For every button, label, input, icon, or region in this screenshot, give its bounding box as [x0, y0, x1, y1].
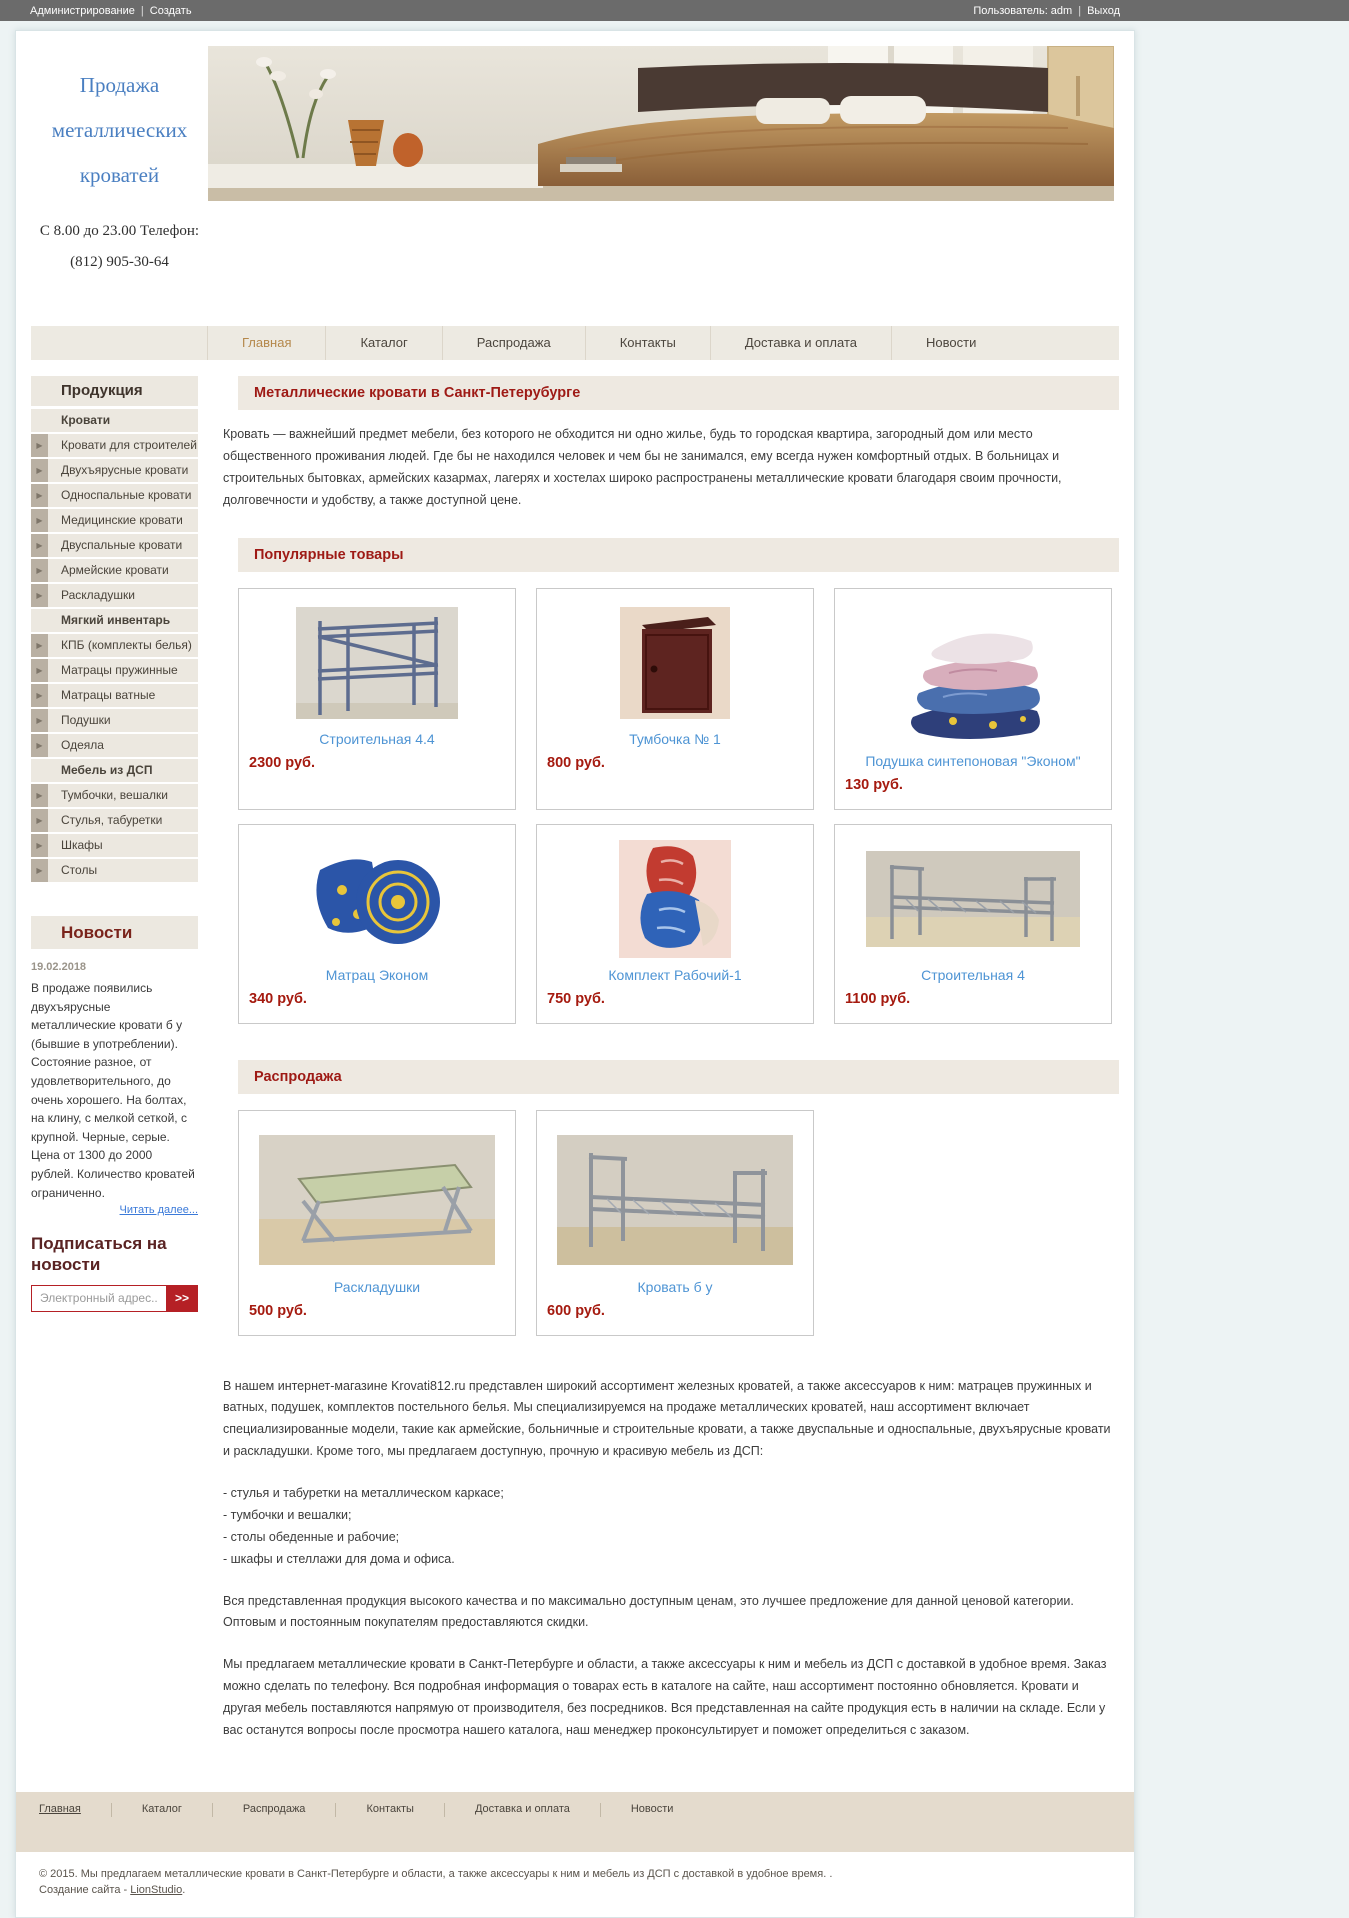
product-card-tumbochka-1 — [536, 588, 814, 810]
admin-separator: | — [1078, 4, 1082, 17]
product-card-krovat-bu — [536, 1110, 814, 1336]
bottom-paragraph-1: В нашем интернет-магазине Krovati812.ru представлен широкий ассортимент железных кроватей, а также аксессуаров к ним: матрацев пружинных и ватных, подушек, комплектов постельного белья. Мы специализируемся на продаже металлических кроватей, наш ассортимент включает специализированные модели, такие как армейские, больничные и строительные кровати, а также двуспальные и односпальные, двухъярусные кровати и раскладушки. Кроме того, мы предлагаем доступную, прочную и красивую мебель из ДСП: — [223, 1378, 1111, 1459]
news-date: 19.02.2018 — [31, 961, 87, 973]
menu-item-cots[interactable]: ▶ Раскладушки — [31, 584, 198, 607]
product-image-bunk-bed[interactable] — [239, 599, 515, 727]
arrow-right-icon: ▶ — [31, 634, 48, 657]
arrow-right-icon: ▶ — [31, 459, 48, 482]
credit-prefix: Создание сайта - — [39, 1884, 131, 1897]
nav-spacer — [31, 326, 207, 360]
popular-products-grid — [238, 588, 1119, 1038]
product-title-link[interactable]: Подушка синтепоновая "Эконом" — [865, 752, 1081, 769]
menu-item-wardrobes[interactable]: ▶ Шкафы — [31, 834, 198, 857]
arrow-right-icon: ▶ — [31, 734, 48, 757]
product-image-pillows[interactable] — [835, 599, 1111, 749]
product-image-metal-bed[interactable] — [835, 835, 1111, 963]
sale-products-grid — [238, 1110, 1119, 1350]
popular-products-heading: Популярные товары — [238, 538, 1119, 572]
footer-divider — [444, 1803, 445, 1817]
product-image-bedding-set[interactable] — [537, 835, 813, 963]
menu-item-medical-beds[interactable]: ▶ Медицинские кровати — [31, 509, 198, 532]
menu-item-bunk-beds[interactable]: ▶ Двухъярусные кровати — [31, 459, 198, 482]
footer-divider — [212, 1803, 213, 1817]
nav-item-news[interactable]: Новости — [891, 326, 1010, 360]
admin-link-create[interactable]: Создать — [149, 4, 192, 17]
main-navigation — [31, 326, 1119, 360]
copyright — [39, 1866, 1119, 1899]
bottom-paragraph-2: Вся представленная продукция высокого качества и по максимально доступным ценам, это лучшее предложение для данной ценовой категории. Оптовым и постоянным покупателям предоставляются скидки. — [223, 1593, 1074, 1630]
subscribe-submit-button[interactable]: >> — [166, 1285, 198, 1312]
product-image-nightstand[interactable] — [537, 599, 813, 727]
product-card-stroitelnaya-4 — [834, 824, 1112, 1024]
nav-item-delivery[interactable]: Доставка и оплата — [710, 326, 891, 360]
arrow-right-icon: ▶ — [31, 534, 48, 557]
product-image-folding-cot[interactable] — [239, 1125, 515, 1275]
product-title-link[interactable]: Кровать б у — [637, 1278, 713, 1295]
admin-user-label: Пользователь: adm — [973, 4, 1073, 17]
footer-divider — [335, 1803, 336, 1817]
product-card-komplekt-rabochiy — [536, 824, 814, 1024]
arrow-right-icon: ▶ — [31, 859, 48, 882]
product-title-link[interactable]: Раскладушки — [333, 1278, 421, 1295]
product-price: 2300 руб. — [249, 754, 316, 771]
product-card-stroitelnaya-44 — [238, 588, 516, 810]
footer-divider — [600, 1803, 601, 1817]
working-hours: С 8.00 до 23.00 Телефон: — [39, 223, 200, 239]
sidebar-products-title: Продукция — [31, 376, 198, 406]
product-card-raskladushki — [238, 1110, 516, 1336]
credit-suffix: . — [182, 1884, 186, 1897]
product-title-link[interactable]: Строительная 4.4 — [319, 730, 435, 747]
sidebar — [31, 376, 198, 1762]
nav-item-home[interactable]: Главная — [207, 326, 325, 360]
menu-header-chipboard-furniture: Мебель из ДСП — [31, 759, 198, 782]
product-price: 600 руб. — [547, 1302, 605, 1319]
main-content — [223, 376, 1119, 1762]
arrow-right-icon: ▶ — [31, 434, 48, 457]
arrow-right-icon: ▶ — [31, 509, 48, 532]
product-card-matrac-ekonom — [238, 824, 516, 1024]
footer-link-delivery[interactable]: Доставка и оплата — [474, 1802, 570, 1815]
phone-number: (812) 905-30-64 — [70, 254, 169, 270]
menu-item-spring-mattresses[interactable]: ▶ Матрацы пружинные — [31, 659, 198, 682]
product-price: 340 руб. — [249, 990, 307, 1007]
page-title: Металлические кровати в Санкт-Петерубурге — [238, 376, 1119, 410]
nav-item-sale[interactable]: Распродажа — [442, 326, 585, 360]
menu-header-soft-inventory: Мягкий инвентарь — [31, 609, 198, 632]
arrow-right-icon: ▶ — [31, 559, 48, 582]
footer-link-contacts[interactable]: Контакты — [366, 1802, 414, 1815]
arrow-right-icon: ▶ — [31, 784, 48, 807]
sidebar-news-title: Новости — [31, 916, 198, 949]
header-bedroom-photo — [208, 46, 1114, 201]
arrow-right-icon: ▶ — [31, 584, 48, 607]
product-title-link[interactable]: Комплект Рабочий-1 — [608, 966, 742, 983]
nav-item-contacts[interactable]: Контакты — [585, 326, 710, 360]
menu-item-army-beds[interactable]: ▶ Армейские кровати — [31, 559, 198, 582]
product-price: 500 руб. — [249, 1302, 307, 1319]
menu-header-beds: Кровати — [31, 409, 198, 432]
bottom-description — [223, 1376, 1119, 1742]
copyright-text: © 2015. Мы предлагаем металлические кровати в Санкт-Петербурге и области, а также аксессуары к ним и мебель из ДСП с доставкой в удобное время. . — [39, 1867, 833, 1880]
product-menu — [31, 409, 198, 882]
product-price: 750 руб. — [547, 990, 605, 1007]
product-image-used-bed[interactable] — [537, 1125, 813, 1275]
menu-item-double-beds[interactable]: ▶ Двуспальные кровати — [31, 534, 198, 557]
admin-bar — [0, 0, 1349, 21]
arrow-right-icon: ▶ — [31, 484, 48, 507]
subscribe-title: Подписаться на новости — [31, 1234, 167, 1274]
admin-link-logout[interactable]: Выход — [1087, 4, 1120, 17]
product-price: 130 руб. — [845, 776, 903, 793]
arrow-right-icon: ▶ — [31, 709, 48, 732]
arrow-right-icon: ▶ — [31, 659, 48, 682]
news-text: В продаже появились двухъярусные металлические кровати б у (бывшие в употреблении). Состояние разное, от удовлетворительного, до очень хорошего. На болтах, на клину, с мелкой сеткой, с крупной. Черные, серые. Цена от 1300 до 2000 рублей. Количество кроватей ограниченно. — [31, 981, 195, 1200]
arrow-right-icon: ▶ — [31, 684, 48, 707]
menu-item-blankets[interactable]: ▶ Одеяла — [31, 734, 198, 757]
logo-block — [31, 43, 208, 271]
footer-navigation — [16, 1792, 1134, 1852]
furniture-list: - стулья и табуретки на металлическом каркасе; - тумбочки и вешалки; - столы обеденные и рабочие; - шкафы и стеллажи для дома и офиса. — [223, 1486, 504, 1566]
menu-item-pillows[interactable]: ▶ Подушки — [31, 709, 198, 732]
menu-item-linen-sets[interactable]: ▶ КПБ (комплекты белья) — [31, 634, 198, 657]
credit-link-lionstudio[interactable]: LionStudio — [130, 1884, 183, 1897]
menu-item-tables[interactable]: ▶ Столы — [31, 859, 198, 882]
bottom-paragraph-3: Мы предлагаем металлические кровати в Санкт-Петербурге и области, а также аксессуары к ним и мебель из ДСП с доставкой в удобное время. Заказ можно сделать по телефону. Вся подробная информация о товарах есть в каталоге на сайте, наш ассортимент постоянно обновляется. Кровати и другая мебель поставляются напрямую от производителя, без посредников. Вся представленная на сайте продукция есть в наличии на складе. Если у вас останутся вопросы после просмотра нашего каталога, наш менеджер проконсультирует и поможет определиться с заказом. — [223, 1657, 1107, 1737]
admin-link-administration[interactable]: Администрирование — [30, 4, 135, 17]
footer-link-news[interactable]: Новости — [630, 1802, 674, 1815]
site-logo-text: Продажа металлических кроватей — [51, 73, 188, 187]
menu-item-chairs[interactable]: ▶ Стулья, табуретки — [31, 809, 198, 832]
sale-heading: Распродажа — [238, 1060, 1119, 1094]
menu-item-builder-beds[interactable]: ▶ Кровати для строителей — [31, 434, 198, 457]
arrow-right-icon: ▶ — [31, 809, 48, 832]
menu-item-single-beds[interactable]: ▶ Односпальные кровати — [31, 484, 198, 507]
menu-item-nightstands[interactable]: ▶ Тумбочки, вешалки — [31, 784, 198, 807]
menu-item-cotton-mattresses[interactable]: ▶ Матрацы ватные — [31, 684, 198, 707]
page-container — [15, 30, 1135, 1918]
footer-link-sale[interactable]: Распродажа — [242, 1802, 306, 1815]
footer-divider — [111, 1803, 112, 1817]
intro-paragraph: Кровать — важнейший предмет мебели, без которого не обходится ни одно жилье, будь то городская квартира, загородный дом или место общественного проживания людей. Где бы не находился человек и чем бы не занимался, ему всегда нужен комфортный отдых. В больницах и строительных бытовках, армейских казармах, лагерях и хостелах широко распространены металлические кровати благодаря своим прочности, долговечности и удобству, а также доступной цене. — [223, 427, 1062, 507]
nav-item-catalog[interactable]: Каталог — [325, 326, 441, 360]
footer-link-home[interactable]: Главная — [39, 1802, 81, 1815]
arrow-right-icon: ▶ — [31, 834, 48, 857]
email-subscribe-input[interactable] — [31, 1285, 166, 1312]
product-title-link[interactable]: Строительная 4 — [921, 966, 1025, 983]
product-card-podushka-ekonom — [834, 588, 1112, 810]
product-price: 800 руб. — [547, 754, 605, 771]
product-title-link[interactable]: Тумбочка № 1 — [629, 730, 721, 747]
news-read-more-link[interactable]: Читать далее... — [119, 1204, 198, 1217]
product-title-link[interactable]: Матрац Эконом — [325, 966, 429, 983]
product-image-rolled-mattress[interactable] — [239, 835, 515, 963]
site-header — [31, 43, 1119, 271]
footer-link-catalog[interactable]: Каталог — [141, 1802, 182, 1815]
product-price: 1100 руб. — [845, 990, 911, 1007]
admin-separator: | — [140, 4, 144, 17]
